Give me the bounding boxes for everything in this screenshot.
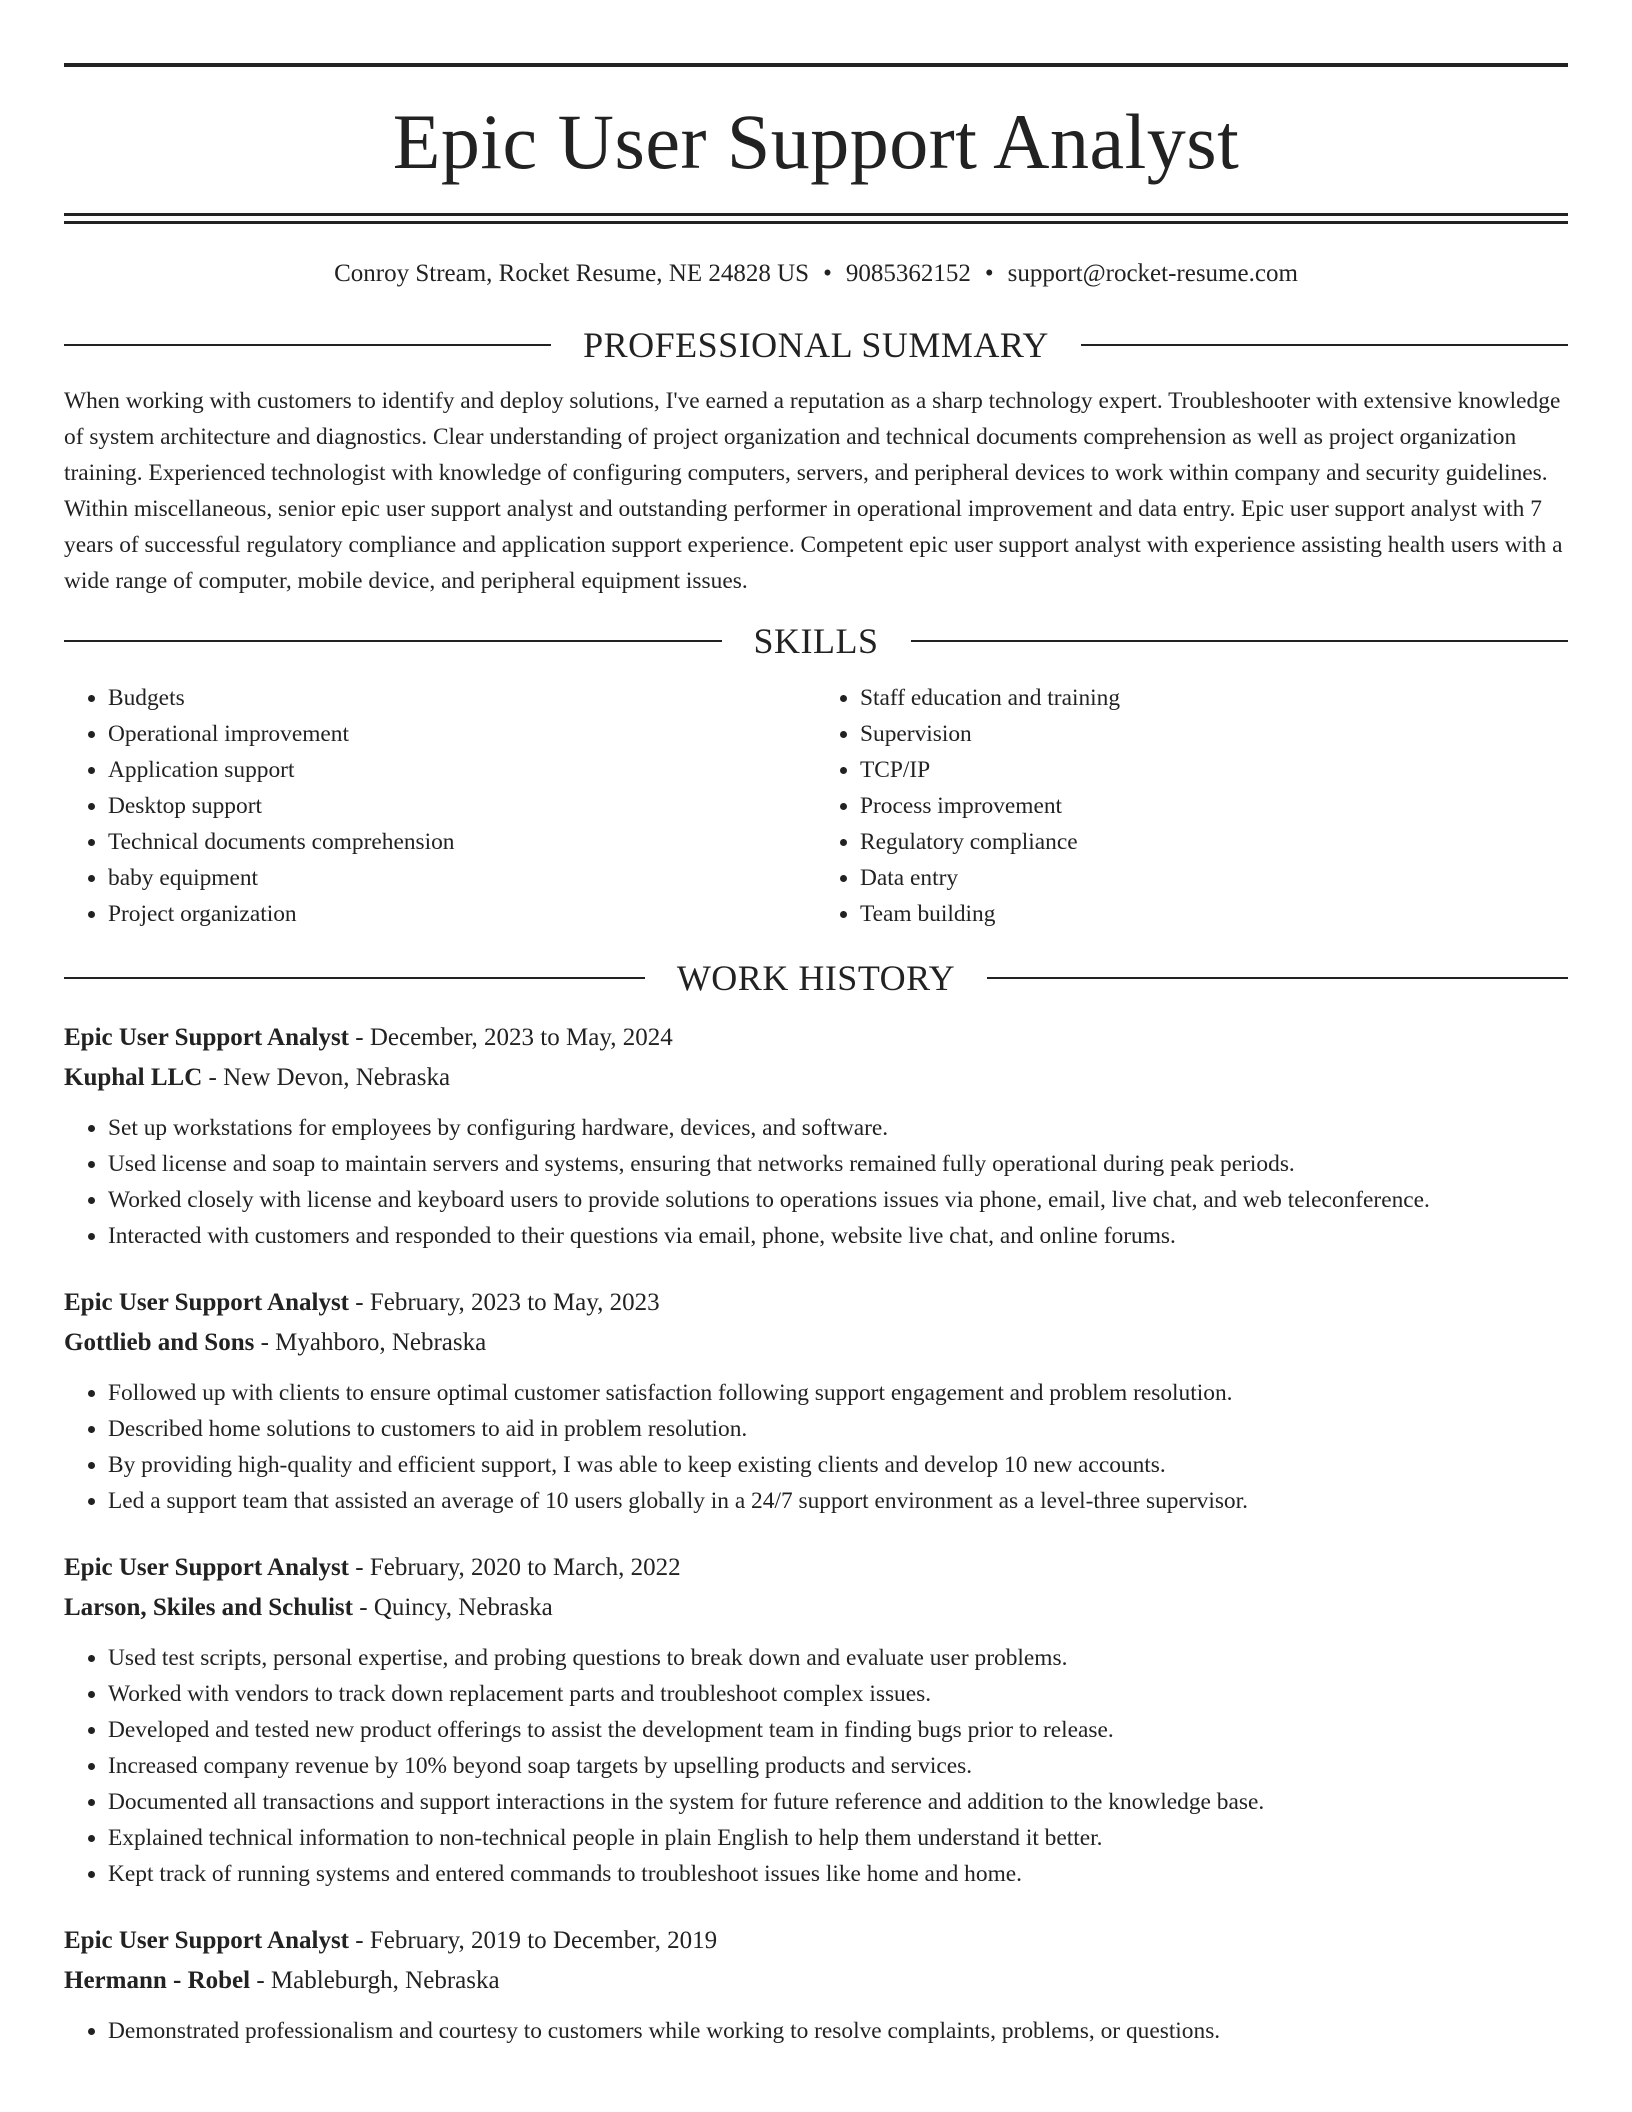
job-bullet: • Interacted with customers and responded to their questions via email, phone, website live chat, and online forums. bbox=[108, 1218, 1568, 1254]
job-title-line bbox=[64, 1018, 1568, 1058]
skill-item: • Budgets bbox=[108, 680, 816, 716]
skill-item: • baby equipment bbox=[108, 860, 816, 896]
job-bullet: • Led a support team that assisted an average of 10 users globally in a 24/7 support environment as a level-three supervisor. bbox=[108, 1483, 1568, 1519]
job-bullet: • Demonstrated professionalism and courtesy to customers while working to resolve complaints, problems, or questions. bbox=[108, 2013, 1568, 2049]
contact-email: support@rocket-resume.com bbox=[1007, 260, 1298, 287]
job-entry bbox=[64, 1018, 1568, 1254]
skill-item: • Staff education and training bbox=[860, 680, 1568, 716]
job-company: Kuphal LLC bbox=[64, 1064, 203, 1091]
job-role: Epic User Support Analyst bbox=[64, 1927, 350, 1954]
job-bullet: • Kept track of running systems and entered commands to troubleshoot issues like home and home. bbox=[108, 1856, 1568, 1892]
job-company: Gottlieb and Sons bbox=[64, 1329, 255, 1356]
contact-line bbox=[64, 261, 1568, 286]
summary-section-heading bbox=[64, 327, 1568, 363]
contact-separator: • bbox=[984, 260, 994, 287]
heading-rule-right bbox=[911, 640, 1569, 642]
job-bullet: • Described home solutions to customers to aid in problem resolution. bbox=[108, 1411, 1568, 1447]
job-bullets bbox=[64, 1640, 1568, 1892]
skill-item: • Project organization bbox=[108, 896, 816, 932]
job-bullets bbox=[64, 2013, 1568, 2049]
contact-phone: 9085362152 bbox=[845, 260, 971, 287]
job-company-line bbox=[64, 1588, 1568, 1628]
job-role: Epic User Support Analyst bbox=[64, 1289, 350, 1316]
work-history-list bbox=[64, 1018, 1568, 2049]
job-bullet: • By providing high-quality and efficient support, I was able to keep existing clients and develop 10 new accounts. bbox=[108, 1447, 1568, 1483]
skill-item: • Application support bbox=[108, 752, 816, 788]
job-bullet: • Set up workstations for employees by configuring hardware, devices, and software. bbox=[108, 1110, 1568, 1146]
job-bullet: • Used license and soap to maintain servers and systems, ensuring that networks remained fully operational during peak periods. bbox=[108, 1146, 1568, 1182]
job-company-line bbox=[64, 1323, 1568, 1363]
skill-item: • Desktop support bbox=[108, 788, 816, 824]
job-bullets bbox=[64, 1375, 1568, 1519]
skill-item: • Supervision bbox=[860, 716, 1568, 752]
job-role: Epic User Support Analyst bbox=[64, 1554, 350, 1581]
professional-summary-text: When working with customers to identify and deploy solutions, I've earned a reputation as a sharp technology expert. Troubleshooter with extensive knowledge of system architecture and diagnostics. Clear understanding of project organization and technical documents comprehension as well as project organization training. Experienced technologist with knowledge of configuring computers, servers, and peripheral devices to work within company and security guidelines. Within miscellaneous, senior epic user support analyst and outstanding performer in operational improvement and data entry. Epic user support analyst with 7 years of successful regulatory compliance and application support experience. Competent epic user support analyst with experience assisting health users with a wide range of computer, mobile device, and peripheral equipment issues. bbox=[64, 388, 1563, 594]
contact-separator: • bbox=[823, 260, 832, 287]
job-location: - New Devon, Nebraska bbox=[202, 1064, 451, 1091]
skills-columns bbox=[64, 680, 1568, 932]
resume-title: Epic User Support Analyst bbox=[392, 98, 1240, 185]
title-double-rule bbox=[64, 213, 1568, 224]
job-dates: - February, 2023 to May, 2023 bbox=[349, 1289, 660, 1316]
job-bullet: • Used test scripts, personal expertise, and probing questions to break down and evaluate user problems. bbox=[108, 1640, 1568, 1676]
job-bullet: • Worked closely with license and keyboard users to provide solutions to operations issues via phone, email, live chat, and web teleconference. bbox=[108, 1182, 1568, 1218]
skill-item: • Regulatory compliance bbox=[860, 824, 1568, 860]
skill-item: • Team building bbox=[860, 896, 1568, 932]
skills-heading-label: SKILLS bbox=[753, 621, 879, 661]
job-bullets bbox=[64, 1110, 1568, 1254]
summary-heading-label: PROFESSIONAL SUMMARY bbox=[583, 325, 1049, 365]
job-role: Epic User Support Analyst bbox=[64, 1024, 350, 1051]
heading-rule-left bbox=[64, 344, 551, 346]
job-entry bbox=[64, 1921, 1568, 2049]
heading-rule-left bbox=[64, 640, 722, 642]
job-bullet: • Increased company revenue by 10% beyond soap targets by upselling products and services. bbox=[108, 1748, 1568, 1784]
job-company: Larson, Skiles and Schulist bbox=[64, 1594, 353, 1621]
skills-list-left bbox=[64, 680, 816, 932]
contact-address: Conroy Stream, Rocket Resume, NE 24828 US bbox=[334, 260, 810, 287]
skill-item: • Data entry bbox=[860, 860, 1568, 896]
job-company-line bbox=[64, 1961, 1568, 2001]
skill-item: • Process improvement bbox=[860, 788, 1568, 824]
skill-item: • Technical documents comprehension bbox=[108, 824, 816, 860]
job-bullet: • Developed and tested new product offerings to assist the development team in finding bugs prior to release. bbox=[108, 1712, 1568, 1748]
job-company: Hermann - Robel bbox=[64, 1967, 251, 1994]
job-dates: - February, 2019 to December, 2019 bbox=[349, 1927, 718, 1954]
skills-list-right bbox=[816, 680, 1568, 932]
heading-rule-left bbox=[64, 977, 645, 979]
job-bullet: • Explained technical information to non-technical people in plain English to help them understand it better. bbox=[108, 1820, 1568, 1856]
job-bullet: • Documented all transactions and support interactions in the system for future reference and addition to the knowledge base. bbox=[108, 1784, 1568, 1820]
job-entry bbox=[64, 1548, 1568, 1892]
job-location: - Mableburgh, Nebraska bbox=[250, 1967, 500, 1994]
skill-item: • Operational improvement bbox=[108, 716, 816, 752]
job-entry bbox=[64, 1283, 1568, 1519]
job-dates: - December, 2023 to May, 2024 bbox=[349, 1024, 673, 1051]
heading-rule-right bbox=[1081, 344, 1568, 346]
skills-section-heading bbox=[64, 623, 1568, 659]
work-section-heading bbox=[64, 960, 1568, 996]
work-heading-label: WORK HISTORY bbox=[676, 958, 956, 998]
job-location: - Quincy, Nebraska bbox=[353, 1594, 553, 1621]
skill-item: • TCP/IP bbox=[860, 752, 1568, 788]
heading-rule-right bbox=[987, 977, 1568, 979]
job-dates: - February, 2020 to March, 2022 bbox=[349, 1554, 681, 1581]
job-bullet: • Worked with vendors to track down replacement parts and troubleshoot complex issues. bbox=[108, 1676, 1568, 1712]
job-title-line bbox=[64, 1283, 1568, 1323]
top-rule bbox=[64, 63, 1568, 67]
job-location: - Myahboro, Nebraska bbox=[254, 1329, 487, 1356]
job-title-line bbox=[64, 1921, 1568, 1961]
job-bullet: • Followed up with clients to ensure optimal customer satisfaction following support engagement and problem resolution. bbox=[108, 1375, 1568, 1411]
job-title-line bbox=[64, 1548, 1568, 1588]
job-company-line bbox=[64, 1058, 1568, 1098]
